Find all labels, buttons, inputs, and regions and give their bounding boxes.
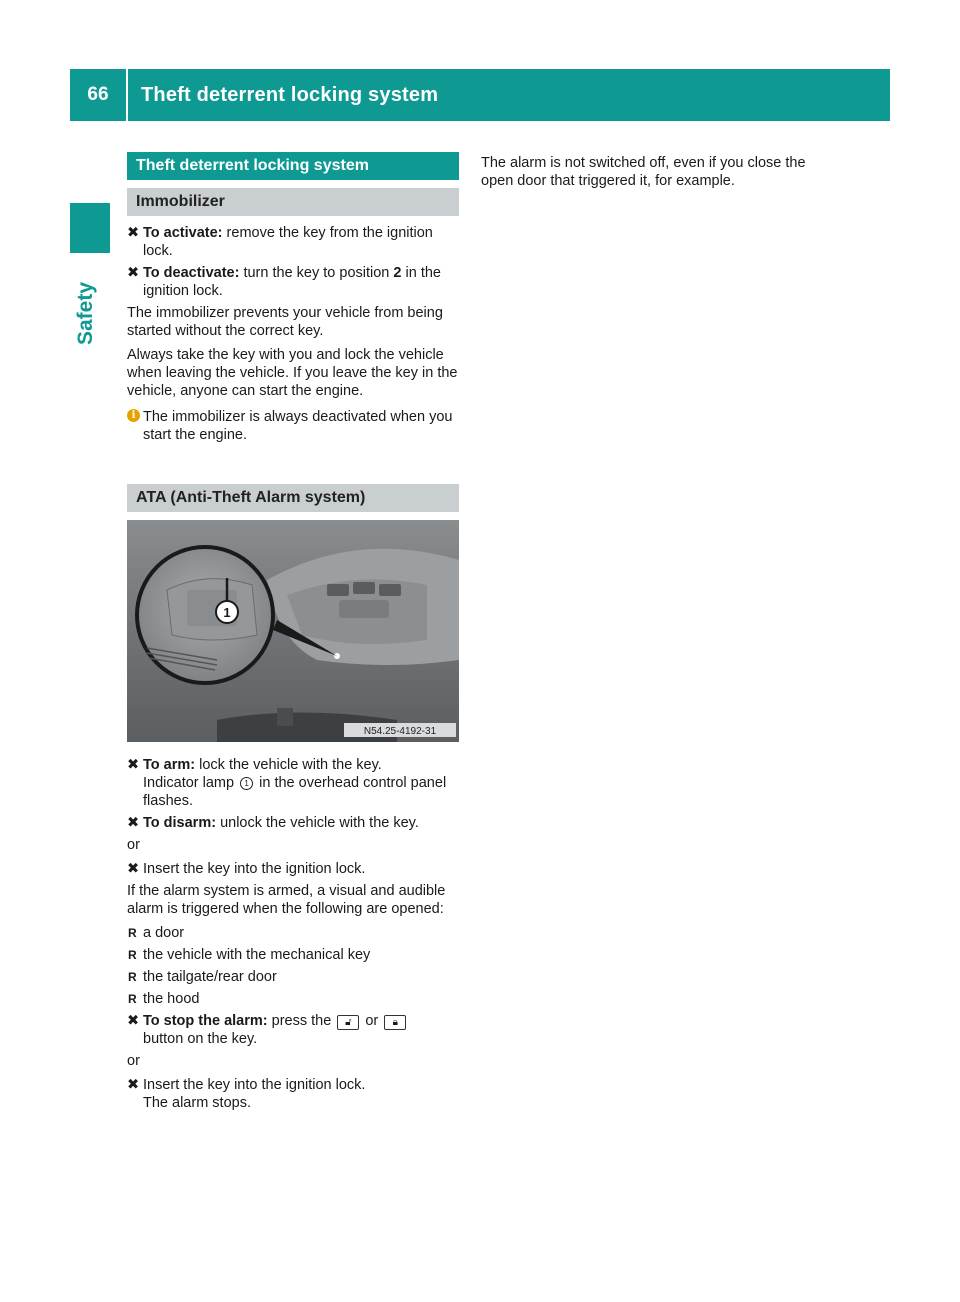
step-label: To disarm: — [143, 815, 217, 831]
list-item-text: the tailgate/rear door — [143, 969, 277, 985]
paragraph: If the alarm system is armed, a visual and audible alarm is triggered when the following are opened: — [127, 883, 446, 917]
step-label: To stop the alarm: — [143, 1013, 268, 1029]
bullet-icon: R — [128, 948, 137, 962]
step-text: Insert the key into the ignition lock. — [143, 1077, 366, 1093]
step-label: To deactivate: — [143, 265, 240, 281]
list-item-text: the hood — [143, 991, 200, 1007]
step-arrow-icon: ✖ — [127, 225, 140, 241]
ata-title: ATA (Anti-Theft Alarm system) — [127, 484, 459, 512]
bullet-icon: R — [128, 970, 137, 984]
step-arrow-icon: ✖ — [127, 1077, 140, 1093]
step-label: To activate: — [143, 225, 223, 241]
step-text: remove the key from the ignition lock. — [143, 225, 433, 259]
step-arrow-icon: ✖ — [127, 815, 140, 831]
step-stop-alarm — [127, 1012, 459, 1048]
or-text: or — [365, 1013, 379, 1029]
left-column — [127, 152, 459, 1116]
step-activate — [127, 224, 459, 260]
header-divider — [126, 69, 128, 121]
step-arrow-icon: ✖ — [127, 265, 140, 281]
or-text: or — [127, 1053, 140, 1069]
step-disarm — [127, 814, 459, 832]
list-item — [127, 990, 459, 1008]
paragraph: Always take the key with you and lock the vehicle when leaving the vehicle. If you leave the key in the vehicle, anyone can start the engine. — [127, 347, 458, 399]
list-item — [127, 968, 459, 986]
list-item-text: the vehicle with the mechanical key — [143, 947, 371, 963]
page-number: 66 — [87, 84, 109, 105]
step-text: in the ignition lock. — [143, 265, 441, 299]
step-text: button on the key. — [143, 1031, 258, 1047]
or-text: or — [127, 837, 140, 853]
info-text: The immobilizer is always deactivated when you start the engine. — [143, 409, 453, 443]
step-insert — [127, 860, 459, 878]
step-text: Insert the key into the ignition lock. — [143, 861, 366, 877]
image-code: N54.25-4192-31 — [363, 726, 437, 737]
overhead-panel-photo — [127, 520, 459, 742]
immobilizer-title: Immobilizer — [127, 188, 459, 216]
paragraph: The immobilizer prevents your vehicle from being started without the correct key. — [127, 305, 443, 339]
side-tab-block — [70, 203, 110, 253]
list-item-text: a door — [143, 925, 185, 941]
section-title: Theft deterrent locking system — [127, 152, 459, 180]
bullet-icon: R — [128, 992, 137, 1006]
step-text: unlock the vehicle with the key. — [220, 815, 419, 831]
step-arrow-icon: ✖ — [127, 861, 140, 877]
list-item — [127, 946, 459, 964]
step-text: press the — [271, 1013, 332, 1029]
step-arrow-icon: ✖ — [127, 757, 140, 773]
step-text: turn the key to position — [243, 265, 390, 281]
step-text: Indicator lamp — [143, 775, 235, 791]
callout-1-icon: 1 — [240, 777, 253, 790]
lock-icon: 🔒︎ — [384, 1015, 406, 1030]
unlock-icon: 🔓︎ — [337, 1015, 359, 1030]
step-text: lock the vehicle with the key. — [199, 757, 382, 773]
list-item — [127, 924, 459, 942]
header-title: Theft deterrent locking system — [141, 84, 439, 106]
step-arm — [127, 756, 459, 810]
step-result: The alarm stops. — [143, 1095, 251, 1111]
position-number: 2 — [393, 265, 402, 281]
step-label: To arm: — [143, 757, 196, 773]
step-text: in the overhead control panel flashes. — [143, 775, 447, 809]
bullet-icon: R — [128, 926, 137, 940]
info-icon: i — [127, 409, 140, 422]
right-column — [481, 154, 821, 196]
callout-number: 1 — [223, 605, 231, 620]
side-tab-label: Safety — [74, 281, 97, 345]
step-insert-2 — [127, 1076, 459, 1112]
step-deactivate — [127, 264, 459, 300]
paragraph: The alarm is not switched off, even if you close the open door that triggered it, for example. — [481, 155, 806, 189]
step-arrow-icon: ✖ — [127, 1013, 140, 1029]
info-note — [127, 408, 459, 444]
